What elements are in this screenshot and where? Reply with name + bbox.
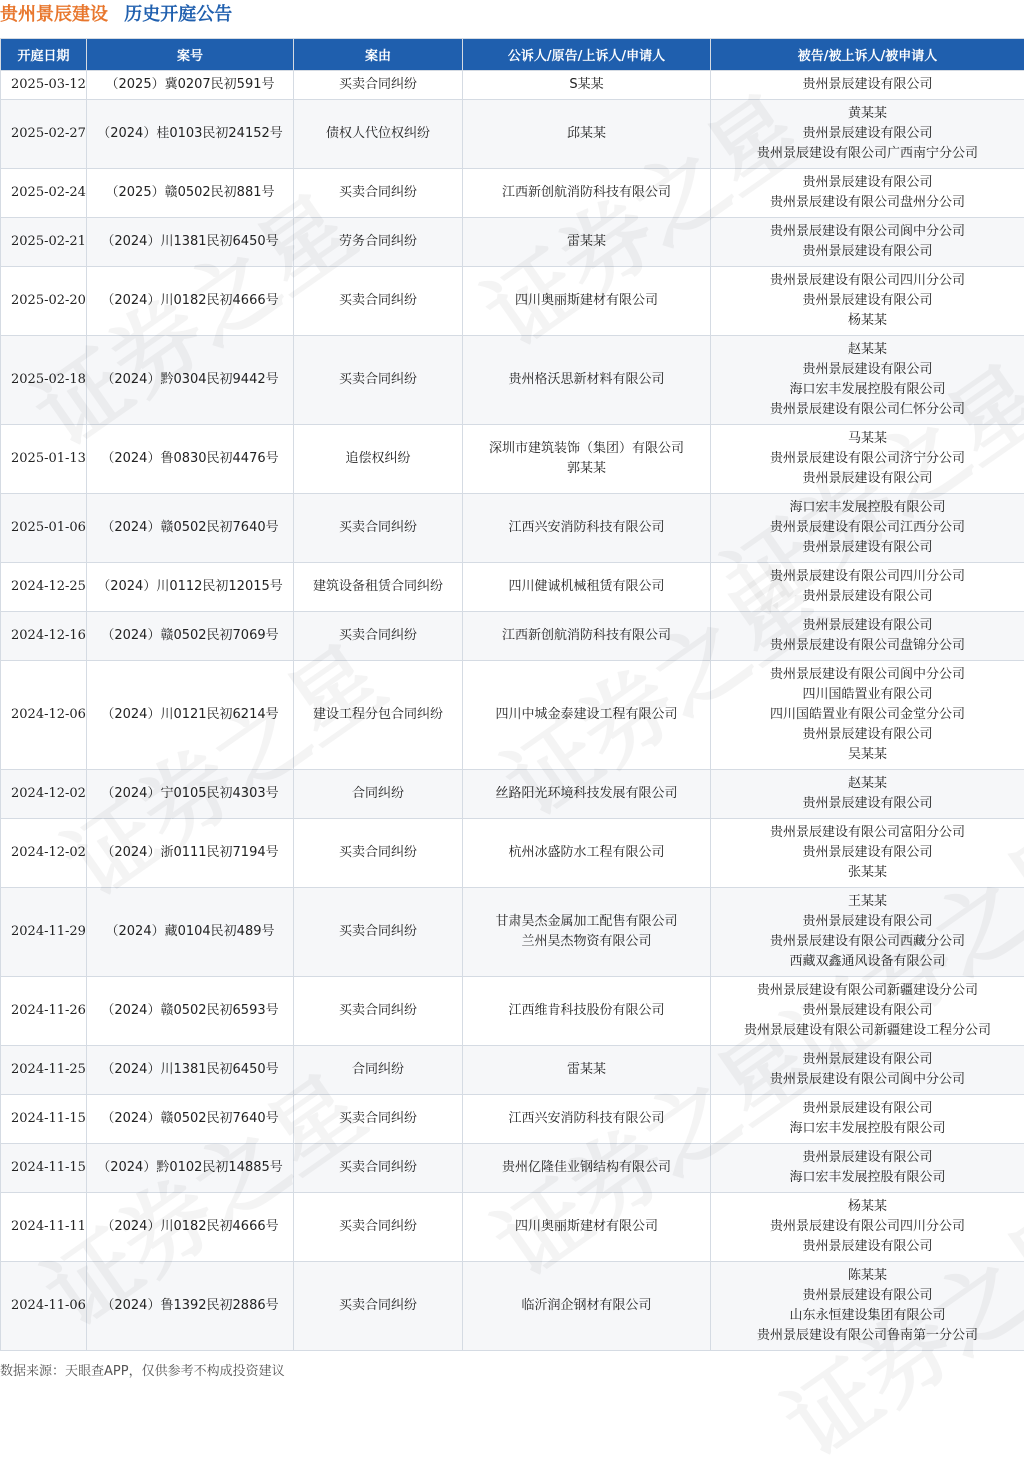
plaintiff-name: 江西新创航消防科技有限公司: [465, 183, 708, 203]
hearing-date: 2024-11-15: [1, 1095, 87, 1144]
case-cause: 买卖合同纠纷: [294, 336, 463, 425]
table-row: [1, 1095, 1024, 1144]
case-cause: 买卖合同纠纷: [294, 1095, 463, 1144]
hearing-date: 2025-01-13: [1, 425, 87, 494]
case-cause: 买卖合同纠纷: [294, 1144, 463, 1193]
plaintiff-name: 贵州亿隆佳业钢结构有限公司: [465, 1158, 708, 1178]
case-cause: 买卖合同纠纷: [294, 1262, 463, 1351]
hearing-date: 2024-12-02: [1, 770, 87, 819]
defendant-name: 贵州景辰建设有限公司新疆建设分公司: [713, 981, 1022, 1001]
defendant-name: 贵州景辰建设有限公司: [713, 1001, 1022, 1021]
case-number: （2024）黔0304民初9442号: [87, 336, 294, 425]
case-cause: 买卖合同纠纷: [294, 1193, 463, 1262]
defendant-name: 贵州景辰建设有限公司: [713, 912, 1022, 932]
table-header-row: [1, 39, 1024, 71]
case-cause: 追偿权纠纷: [294, 425, 463, 494]
defendant-name: 贵州景辰建设有限公司四川分公司: [713, 1217, 1022, 1237]
defendant-name: 贵州景辰建设有限公司: [713, 291, 1022, 311]
column-header-plaintiff: 公诉人/原告/上诉人/申请人: [463, 39, 711, 71]
plaintiff-name: 郭某某: [465, 459, 708, 479]
case-cause: 买卖合同纠纷: [294, 169, 463, 218]
case-number: （2024）赣0502民初7640号: [87, 494, 294, 563]
case-number: （2024）川1381民初6450号: [87, 1046, 294, 1095]
defendant-name: 贵州景辰建设有限公司: [713, 725, 1022, 745]
defendant-cell: [711, 71, 1024, 100]
defendant-name: 贵州景辰建设有限公司: [713, 1148, 1022, 1168]
defendant-name: 贵州景辰建设有限公司广西南宁分公司: [713, 144, 1022, 164]
defendant-cell: [711, 1262, 1024, 1351]
defendant-name: 四川国皓置业有限公司: [713, 685, 1022, 705]
defendant-name: 贵州景辰建设有限公司鲁南第一分公司: [713, 1326, 1022, 1346]
case-number: （2024）川0121民初6214号: [87, 661, 294, 770]
defendant-cell: [711, 100, 1024, 169]
hearing-date: 2024-11-26: [1, 977, 87, 1046]
plaintiff-cell: [463, 1144, 711, 1193]
case-cause: 买卖合同纠纷: [294, 977, 463, 1046]
defendant-cell: [711, 612, 1024, 661]
defendant-name: 贵州景辰建设有限公司阆中分公司: [713, 222, 1022, 242]
case-cause: 买卖合同纠纷: [294, 612, 463, 661]
defendant-cell: [711, 425, 1024, 494]
defendant-cell: [711, 819, 1024, 888]
defendant-name: 贵州景辰建设有限公司: [713, 1050, 1022, 1070]
hearing-date: 2024-12-16: [1, 612, 87, 661]
defendant-name: 贵州景辰建设有限公司江西分公司: [713, 518, 1022, 538]
table-row: [1, 1046, 1024, 1095]
defendant-name: 王某某: [713, 892, 1022, 912]
defendant-name: 贵州景辰建设有限公司盘州分公司: [713, 193, 1022, 213]
case-cause: 债权人代位权纠纷: [294, 100, 463, 169]
defendant-name: 贵州景辰建设有限公司: [713, 124, 1022, 144]
defendant-name: 四川国皓置业有限公司金堂分公司: [713, 705, 1022, 725]
plaintiff-cell: [463, 1262, 711, 1351]
case-number: （2025）赣0502民初881号: [87, 169, 294, 218]
table-row: [1, 770, 1024, 819]
plaintiff-cell: [463, 267, 711, 336]
hearing-date: 2024-11-15: [1, 1144, 87, 1193]
defendant-name: 贵州景辰建设有限公司: [713, 587, 1022, 607]
plaintiff-cell: [463, 169, 711, 218]
hearing-date: 2024-12-25: [1, 563, 87, 612]
case-number: （2024）赣0502民初7640号: [87, 1095, 294, 1144]
defendant-cell: [711, 1095, 1024, 1144]
case-cause: 买卖合同纠纷: [294, 267, 463, 336]
case-cause: 买卖合同纠纷: [294, 71, 463, 100]
defendant-name: 马某某: [713, 429, 1022, 449]
table-row: [1, 425, 1024, 494]
plaintiff-name: 临沂润企钢材有限公司: [465, 1296, 708, 1316]
table-row: [1, 1193, 1024, 1262]
defendant-cell: [711, 888, 1024, 977]
plaintiff-name: 四川中城金泰建设工程有限公司: [465, 705, 708, 725]
hearing-date: 2024-11-29: [1, 888, 87, 977]
case-number: （2024）鲁0830民初4476号: [87, 425, 294, 494]
plaintiff-name: 江西新创航消防科技有限公司: [465, 626, 708, 646]
hearing-date: 2024-12-06: [1, 661, 87, 770]
defendant-name: 贵州景辰建设有限公司: [713, 75, 1022, 95]
plaintiff-name: 江西维肯科技股份有限公司: [465, 1001, 708, 1021]
table-row: [1, 336, 1024, 425]
table-row: [1, 661, 1024, 770]
plaintiff-name: 深圳市建筑装饰（集团）有限公司: [465, 439, 708, 459]
plaintiff-cell: [463, 494, 711, 563]
plaintiff-name: 邱某某: [465, 124, 708, 144]
hearing-date: 2024-12-02: [1, 819, 87, 888]
defendant-name: 贵州景辰建设有限公司: [713, 616, 1022, 636]
case-number: （2024）川0182民初4666号: [87, 267, 294, 336]
defendant-name: 贵州景辰建设有限公司仁怀分公司: [713, 400, 1022, 420]
defendant-cell: [711, 218, 1024, 267]
defendant-cell: [711, 661, 1024, 770]
defendant-cell: [711, 977, 1024, 1046]
table-row: [1, 169, 1024, 218]
plaintiff-name: 四川奥丽斯建材有限公司: [465, 1217, 708, 1237]
table-row: [1, 977, 1024, 1046]
defendant-name: 贵州景辰建设有限公司: [713, 469, 1022, 489]
table-row: [1, 563, 1024, 612]
hearing-date: 2024-11-06: [1, 1262, 87, 1351]
hearing-date: 2024-11-25: [1, 1046, 87, 1095]
case-cause: 劳务合同纠纷: [294, 218, 463, 267]
plaintiff-cell: [463, 819, 711, 888]
table-row: [1, 100, 1024, 169]
column-header-cause: 案由: [294, 39, 463, 71]
hearing-date: 2025-02-24: [1, 169, 87, 218]
case-cause: 买卖合同纠纷: [294, 494, 463, 563]
defendant-name: 贵州景辰建设有限公司盘锦分公司: [713, 636, 1022, 656]
hearing-date: 2025-01-06: [1, 494, 87, 563]
defendant-name: 贵州景辰建设有限公司: [713, 1099, 1022, 1119]
case-cause: 买卖合同纠纷: [294, 819, 463, 888]
defendant-cell: [711, 1046, 1024, 1095]
case-number: （2024）川0112民初12015号: [87, 563, 294, 612]
plaintiff-cell: [463, 1193, 711, 1262]
case-number: （2024）藏0104民初489号: [87, 888, 294, 977]
case-cause: 合同纠纷: [294, 1046, 463, 1095]
hearing-date: 2025-02-20: [1, 267, 87, 336]
plaintiff-cell: [463, 336, 711, 425]
plaintiff-name: 江西兴安消防科技有限公司: [465, 518, 708, 538]
company-name: 贵州景辰建设: [0, 4, 108, 25]
case-number: （2024）赣0502民初6593号: [87, 977, 294, 1046]
plaintiff-cell: [463, 770, 711, 819]
case-cause: 买卖合同纠纷: [294, 888, 463, 977]
defendant-name: 贵州景辰建设有限公司四川分公司: [713, 567, 1022, 587]
plaintiff-cell: [463, 1046, 711, 1095]
defendant-name: 赵某某: [713, 340, 1022, 360]
plaintiff-cell: [463, 661, 711, 770]
plaintiff-cell: [463, 71, 711, 100]
defendant-cell: [711, 770, 1024, 819]
table-row: [1, 1144, 1024, 1193]
defendant-name: 赵某某: [713, 774, 1022, 794]
table-row: [1, 218, 1024, 267]
defendant-name: 贵州景辰建设有限公司济宁分公司: [713, 449, 1022, 469]
defendant-name: 贵州景辰建设有限公司四川分公司: [713, 271, 1022, 291]
defendant-name: 贵州景辰建设有限公司阆中分公司: [713, 665, 1022, 685]
column-header-date: 开庭日期: [1, 39, 87, 71]
case-number: （2024）宁0105民初4303号: [87, 770, 294, 819]
table-row: [1, 888, 1024, 977]
defendant-name: 贵州景辰建设有限公司西藏分公司: [713, 932, 1022, 952]
plaintiff-cell: [463, 563, 711, 612]
defendant-name: 贵州景辰建设有限公司阆中分公司: [713, 1070, 1022, 1090]
column-header-defendant: 被告/被上诉人/被申请人: [711, 39, 1024, 71]
plaintiff-name: S某某: [465, 75, 708, 95]
defendant-name: 山东永恒建设集团有限公司: [713, 1306, 1022, 1326]
defendant-name: 西藏双鑫通风设备有限公司: [713, 952, 1022, 972]
plaintiff-cell: [463, 888, 711, 977]
hearing-date: 2025-02-27: [1, 100, 87, 169]
defendant-name: 海口宏丰发展控股有限公司: [713, 1168, 1022, 1188]
plaintiff-cell: [463, 612, 711, 661]
defendant-cell: [711, 1144, 1024, 1193]
defendant-name: 贵州景辰建设有限公司: [713, 242, 1022, 262]
defendant-cell: [711, 267, 1024, 336]
plaintiff-name: 四川健诚机械租赁有限公司: [465, 577, 708, 597]
page-title: [0, 2, 232, 28]
defendant-name: 贵州景辰建设有限公司: [713, 843, 1022, 863]
plaintiff-cell: [463, 100, 711, 169]
plaintiff-cell: [463, 218, 711, 267]
defendant-name: 张某某: [713, 863, 1022, 883]
hearing-date: 2024-11-11: [1, 1193, 87, 1262]
plaintiff-cell: [463, 425, 711, 494]
defendant-name: 贵州景辰建设有限公司: [713, 173, 1022, 193]
court-hearing-table: [0, 38, 1024, 1351]
plaintiff-name: 杭州冰盛防水工程有限公司: [465, 843, 708, 863]
plaintiff-cell: [463, 1095, 711, 1144]
column-header-case-no: 案号: [87, 39, 294, 71]
plaintiff-name: 四川奥丽斯建材有限公司: [465, 291, 708, 311]
case-number: （2024）桂0103民初24152号: [87, 100, 294, 169]
table-row: [1, 819, 1024, 888]
hearing-date: 2025-02-18: [1, 336, 87, 425]
plaintiff-name: 江西兴安消防科技有限公司: [465, 1109, 708, 1129]
case-cause: 建设工程分包合同纠纷: [294, 661, 463, 770]
case-number: （2024）黔0102民初14885号: [87, 1144, 294, 1193]
defendant-cell: [711, 563, 1024, 612]
hearing-date: 2025-03-12: [1, 71, 87, 100]
defendant-name: 杨某某: [713, 311, 1022, 331]
plaintiff-name: 甘肃昊杰金属加工配售有限公司: [465, 912, 708, 932]
hearing-date: 2025-02-21: [1, 218, 87, 267]
defendant-cell: [711, 336, 1024, 425]
table-row: [1, 267, 1024, 336]
plaintiff-name: 雷某某: [465, 232, 708, 252]
plaintiff-name: 贵州格沃思新材料有限公司: [465, 370, 708, 390]
defendant-cell: [711, 494, 1024, 563]
defendant-cell: [711, 1193, 1024, 1262]
data-source-note: 数据来源：天眼查APP，仅供参考不构成投资建议: [0, 1360, 285, 1379]
defendant-name: 贵州景辰建设有限公司: [713, 538, 1022, 558]
table-row: [1, 494, 1024, 563]
defendant-name: 黄某某: [713, 104, 1022, 124]
defendant-name: 贵州景辰建设有限公司: [713, 1286, 1022, 1306]
case-number: （2025）冀0207民初591号: [87, 71, 294, 100]
defendant-name: 海口宏丰发展控股有限公司: [713, 498, 1022, 518]
case-number: （2024）赣0502民初7069号: [87, 612, 294, 661]
plaintiff-cell: [463, 977, 711, 1046]
defendant-name: 贵州景辰建设有限公司: [713, 794, 1022, 814]
case-number: （2024）川1381民初6450号: [87, 218, 294, 267]
case-cause: 建筑设备租赁合同纠纷: [294, 563, 463, 612]
case-number: （2024）鲁1392民初2886号: [87, 1262, 294, 1351]
defendant-name: 陈某某: [713, 1266, 1022, 1286]
table-row: [1, 612, 1024, 661]
case-number: （2024）浙0111民初7194号: [87, 819, 294, 888]
table-row: [1, 1262, 1024, 1351]
defendant-name: 贵州景辰建设有限公司新疆建设工程分公司: [713, 1021, 1022, 1041]
plaintiff-name: 雷某某: [465, 1060, 708, 1080]
defendant-name: 吴某某: [713, 745, 1022, 765]
defendant-name: 海口宏丰发展控股有限公司: [713, 1119, 1022, 1139]
table-row: [1, 71, 1024, 100]
defendant-name: 杨某某: [713, 1197, 1022, 1217]
defendant-name: 贵州景辰建设有限公司富阳分公司: [713, 823, 1022, 843]
defendant-name: 贵州景辰建设有限公司: [713, 360, 1022, 380]
defendant-name: 贵州景辰建设有限公司: [713, 1237, 1022, 1257]
page-subtitle: 历史开庭公告: [124, 4, 232, 25]
case-cause: 合同纠纷: [294, 770, 463, 819]
defendant-cell: [711, 169, 1024, 218]
plaintiff-name: 丝路阳光环境科技发展有限公司: [465, 784, 708, 804]
case-number: （2024）川0182民初4666号: [87, 1193, 294, 1262]
defendant-name: 海口宏丰发展控股有限公司: [713, 380, 1022, 400]
plaintiff-name: 兰州昊杰物资有限公司: [465, 932, 708, 952]
